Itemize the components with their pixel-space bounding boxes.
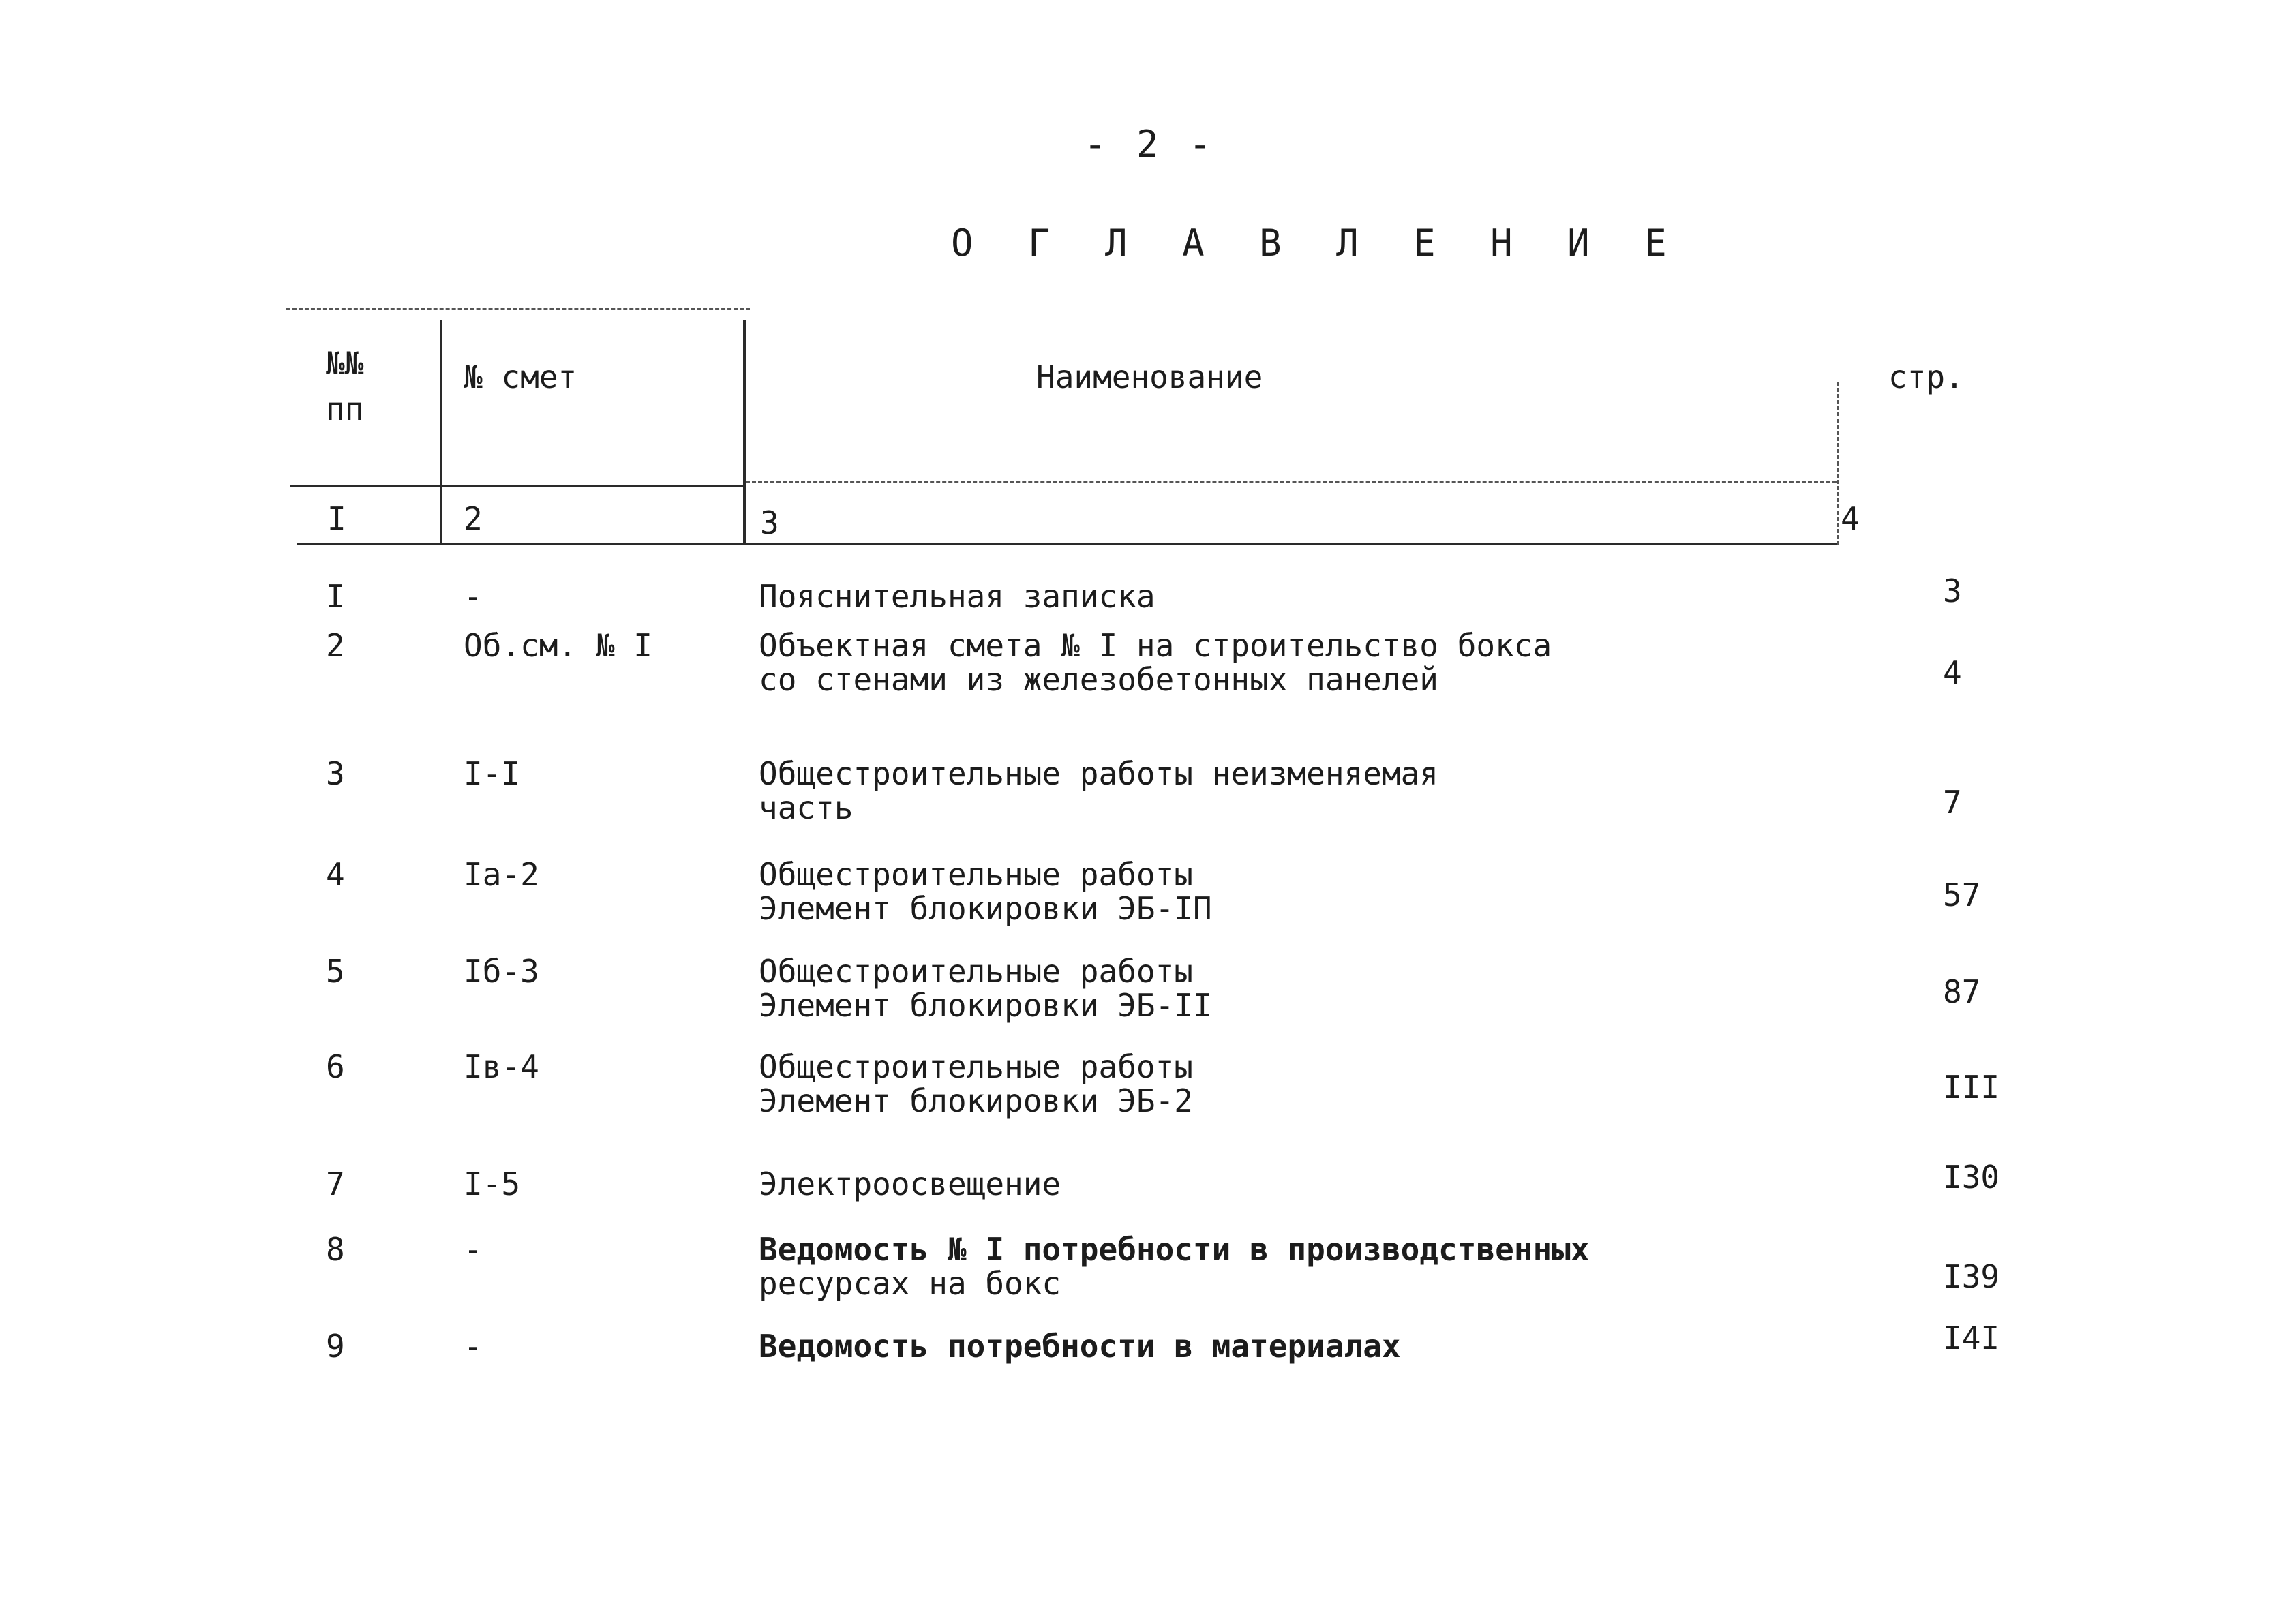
header-top-rule [286,308,750,310]
row-estimate: - [464,578,483,615]
row-estimate: Iб-3 [464,953,539,990]
row-name: Общестроительные работы неизменяемая часть [759,755,1438,826]
header-col-estimate: № смет [464,359,577,395]
header-mid-rule-left [290,485,746,487]
header-col-page: стр. [1888,359,1964,395]
document-title: О Г Л А В Л Е Н И Е [951,222,1683,264]
row-name: Ведомость № I потребности в производственных ресурсах на бокс [759,1231,1590,1302]
row-page: I30 [1943,1159,2000,1196]
row-number: 9 [326,1328,345,1365]
row-estimate: - [464,1328,483,1365]
row-page: 3 [1943,573,1962,609]
row-estimate: - [464,1231,483,1268]
header-divider-2 [743,320,746,545]
row-name: Общестроительные работы Элемент блокировки ЭБ-2 [759,1048,1193,1119]
row-name: Объектная смета № I на строительство бокса со стенами из железобетонных панелей [759,627,1552,698]
header-right-rule [1837,382,1839,545]
row-number: 7 [326,1166,345,1202]
header-mid-rule-right [746,481,1837,483]
row-number: 8 [326,1231,345,1268]
row-name: Ведомость потребности в материалах [759,1328,1401,1365]
row-name: Общестроительные работы Элемент блокировки ЭБ-II [759,953,1212,1024]
row-estimate: Iв-4 [464,1048,539,1085]
header-divider-1 [440,320,442,545]
column-number-1: I [327,500,346,537]
row-page: III [1943,1069,2000,1106]
row-estimate: Iа-2 [464,856,539,893]
column-number-4: 4 [1841,500,1860,537]
column-number-3: 3 [760,504,779,541]
row-name: Пояснительная записка [759,578,1155,615]
row-number: 6 [326,1048,345,1085]
row-page: 4 [1943,654,1962,691]
row-name: Общестроительные работы Элемент блокировки ЭБ-IП [759,856,1212,927]
row-number: I [326,578,345,615]
row-page: I4I [1943,1320,2000,1356]
row-number: 2 [326,627,345,664]
row-name: Электроосвещение [759,1166,1061,1202]
row-estimate: Об.см. № I [464,627,652,664]
column-number-2: 2 [464,500,483,537]
header-bottom-rule [297,543,1837,545]
row-page: 87 [1943,973,1981,1010]
row-page: 57 [1943,877,1981,913]
header-col-number: №№ пп [326,345,364,427]
header-col-name: Наименование [1036,359,1263,395]
row-estimate: I-I [464,755,521,792]
row-page: I39 [1943,1258,2000,1295]
row-number: 5 [326,953,345,990]
row-page: 7 [1943,784,1962,821]
row-number: 3 [326,755,345,792]
row-number: 4 [326,856,345,893]
page-number: - 2 - [1084,123,1215,166]
row-estimate: I-5 [464,1166,521,1202]
